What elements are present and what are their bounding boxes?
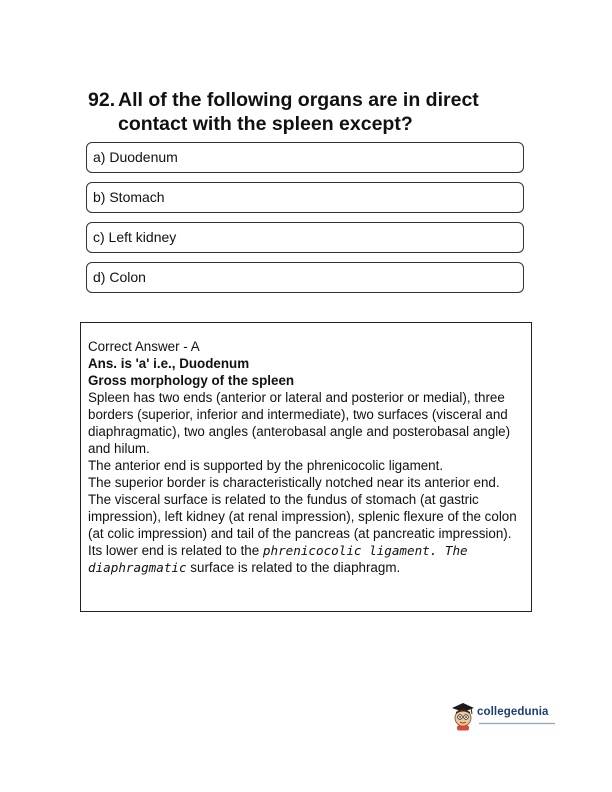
explanation-heading: Gross morphology of the spleen: [88, 373, 295, 388]
logo-wordmark: collegedunia: [477, 706, 549, 718]
answer-statement: Ans. is 'a' i.e., Duodenum: [88, 356, 250, 371]
option-a[interactable]: a) Duodenum: [86, 142, 524, 173]
logo-tagline-mark: [479, 722, 557, 725]
collegedunia-logo: [450, 701, 560, 733]
explanation-paragraph-2: The anterior end is supported by the phrenicocolic ligament.: [88, 458, 444, 473]
question-text: All of the following organs are in direct contact with the spleen except?: [118, 89, 479, 135]
correct-answer-line: Correct Answer - A: [88, 339, 200, 354]
answer-explanation-box: [80, 322, 532, 612]
graduate-mascot-icon: [450, 701, 476, 731]
paragraph-4-italic: phrenicocolic ligament. The diaphragmatic: [88, 543, 468, 575]
question-number: 92.: [88, 89, 116, 111]
explanation-paragraph-1: Spleen has two ends (anterior or lateral and posterior or medial), three borders (superior, inferior and intermediate), two surfaces (visceral and diaphragmatic), two angles (anterobasal angle and posterobasal angle) and hilum.: [88, 390, 511, 456]
explanation-paragraph-3: The superior border is characteristically notched near its anterior end.: [88, 475, 500, 490]
option-c[interactable]: c) Left kidney: [86, 222, 524, 253]
paragraph-4-start: The visceral surface is related to the fundus of stomach (at gastric impression), left kidney (at renal impression), splenic flexure of the colon (at colic impression) and tail of the pancreas (at pancreatic impression). Its lower end is related to the: [88, 492, 517, 558]
option-d[interactable]: d) Colon: [86, 262, 524, 293]
option-b[interactable]: b) Stomach: [86, 182, 524, 213]
explanation-paragraph-4: [88, 491, 523, 576]
question-title: [88, 88, 528, 136]
paragraph-4-end: surface is related to the diaphragm.: [186, 560, 401, 575]
